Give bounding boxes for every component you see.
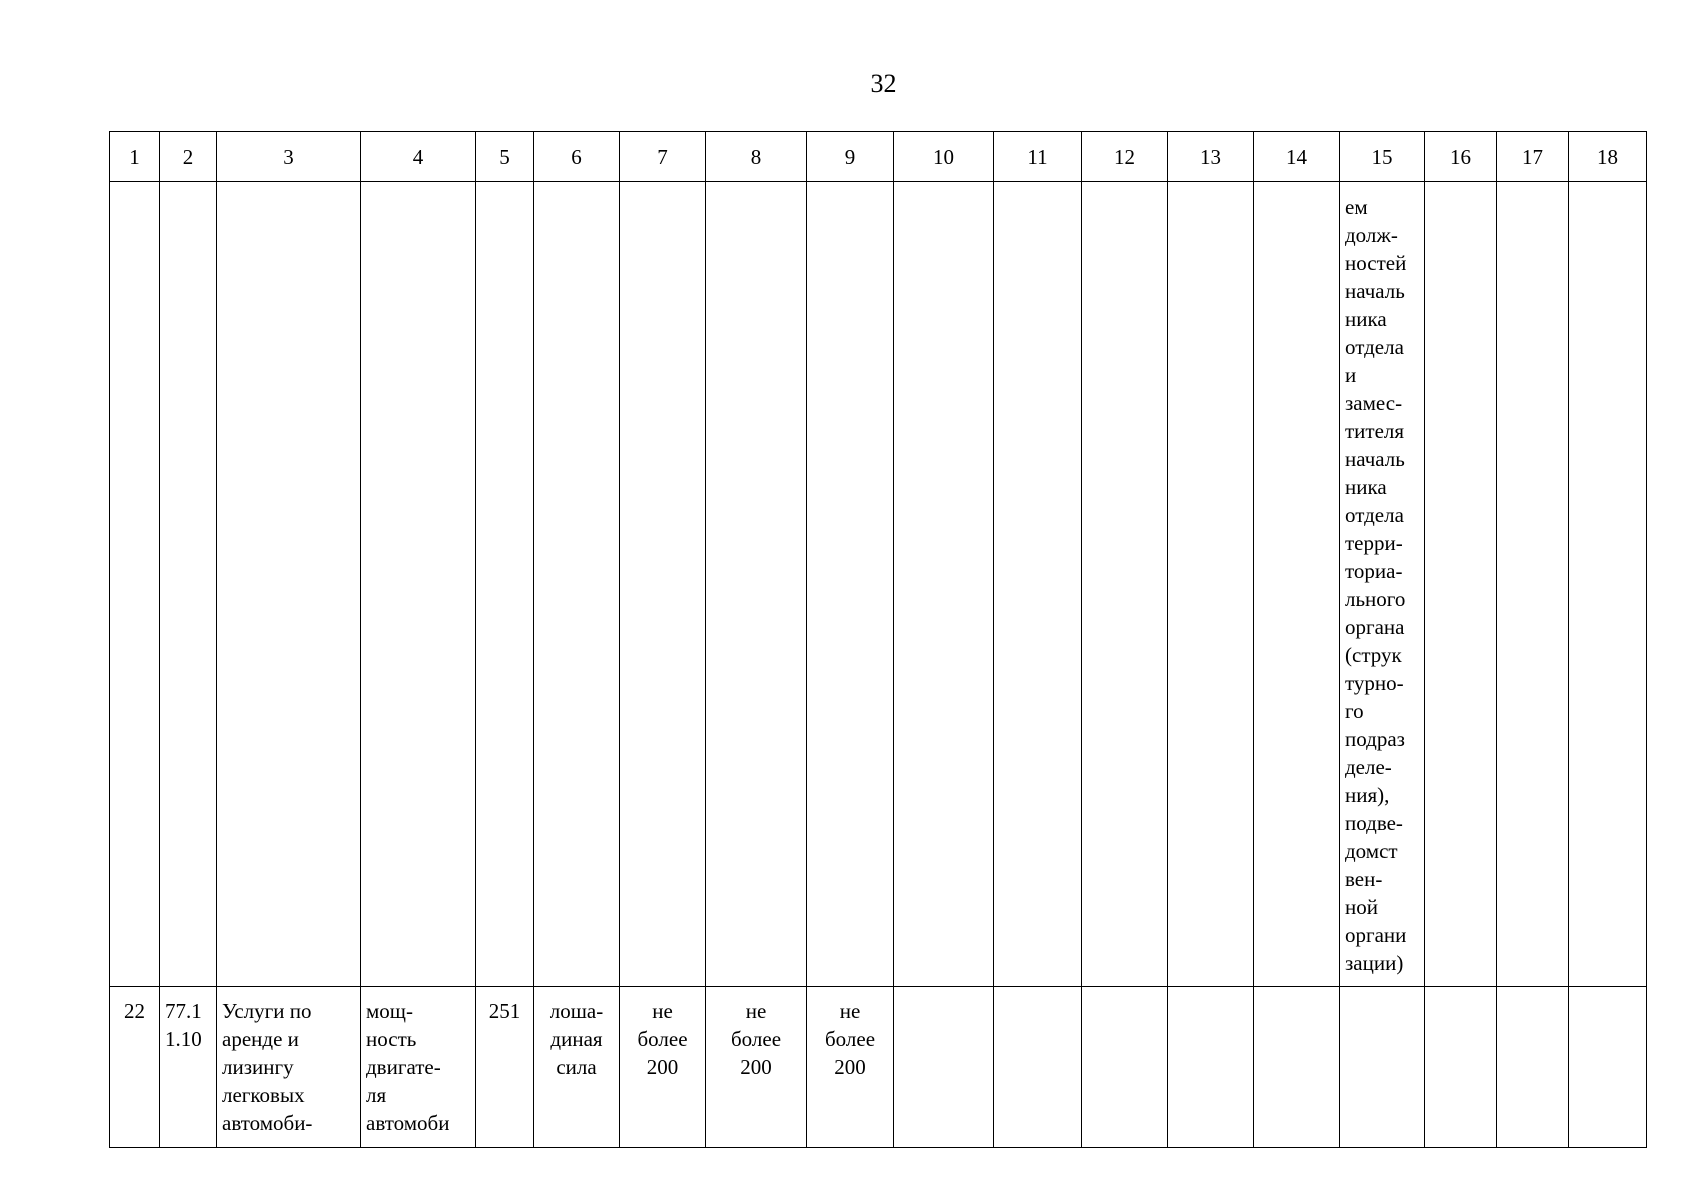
column-header: 10 [894, 132, 994, 182]
column-header: 5 [476, 132, 534, 182]
column-header: 1 [110, 132, 160, 182]
limit-value: не более 200 [824, 999, 876, 1079]
unit-name: лоша- диная сила [549, 999, 604, 1079]
table-cell [994, 182, 1082, 987]
table-cell [620, 182, 706, 987]
table-cell [1497, 182, 1569, 987]
column-header: 15 [1340, 132, 1425, 182]
column-header: 4 [361, 132, 476, 182]
table-cell [160, 987, 217, 1148]
column-header: 3 [217, 132, 361, 182]
table-cell [807, 987, 894, 1148]
table-cell [1497, 987, 1569, 1148]
table-cell [217, 987, 361, 1148]
table-cell [1254, 987, 1340, 1148]
table-cell [706, 182, 807, 987]
column-header: 13 [1168, 132, 1254, 182]
row-number: 22 [124, 999, 145, 1023]
requirements-table [109, 131, 1647, 1148]
table-cell [706, 987, 807, 1148]
table-cell [894, 182, 994, 987]
table-cell [807, 182, 894, 987]
table-cell [110, 987, 160, 1148]
table-cell [361, 182, 476, 987]
table-cell [1254, 182, 1340, 987]
column-header: 6 [534, 132, 620, 182]
column-header: 17 [1497, 132, 1569, 182]
table-row-continuation [110, 182, 1647, 987]
column-header: 11 [994, 132, 1082, 182]
table-row-22 [110, 987, 1647, 1148]
table-cell [217, 182, 361, 987]
okpd-code: 77.1 1.10 [165, 999, 202, 1051]
limit-value: не более 200 [637, 999, 688, 1079]
column-number-row [110, 132, 1647, 182]
table-cell [994, 987, 1082, 1148]
column-header: 8 [706, 132, 807, 182]
table-cell [110, 182, 160, 987]
table-cell [1168, 182, 1254, 987]
column-header: 7 [620, 132, 706, 182]
table-cell [534, 987, 620, 1148]
column-header: 14 [1254, 132, 1340, 182]
table-cell [1082, 987, 1168, 1148]
column-header: 2 [160, 132, 217, 182]
table-cell [1340, 987, 1425, 1148]
page-number: 32 [870, 69, 897, 98]
table-cell [476, 182, 534, 987]
table-cell [620, 987, 706, 1148]
table-cell [894, 987, 994, 1148]
service-name: Услуги по аренде и лизингу легковых автомоби- [222, 999, 313, 1135]
unit-code: 251 [488, 999, 521, 1023]
table-cell [1082, 182, 1168, 987]
table-cell [1425, 987, 1497, 1148]
table-cell [160, 182, 217, 987]
limit-value: не более 200 [730, 999, 782, 1079]
table-cell [1340, 182, 1425, 987]
table-cell [534, 182, 620, 987]
positions-continuation-text: ем долж- ностей началь ника отдела и замес- тителя началь ника отдела терри- ториа- льного органа (струк турно- го подраз деле- ния), подве- домст вен- ной органи зации) [1345, 195, 1407, 975]
table-cell [1569, 182, 1647, 987]
column-header: 12 [1082, 132, 1168, 182]
column-header: 9 [807, 132, 894, 182]
table-cell [1168, 987, 1254, 1148]
column-header: 18 [1569, 132, 1647, 182]
column-header: 16 [1425, 132, 1497, 182]
characteristic-name: мощ- ность двигате- ля автомоби [366, 999, 450, 1135]
table-cell [476, 987, 534, 1148]
table-cell [361, 987, 476, 1148]
table-cell [1569, 987, 1647, 1148]
table-cell [1425, 182, 1497, 987]
